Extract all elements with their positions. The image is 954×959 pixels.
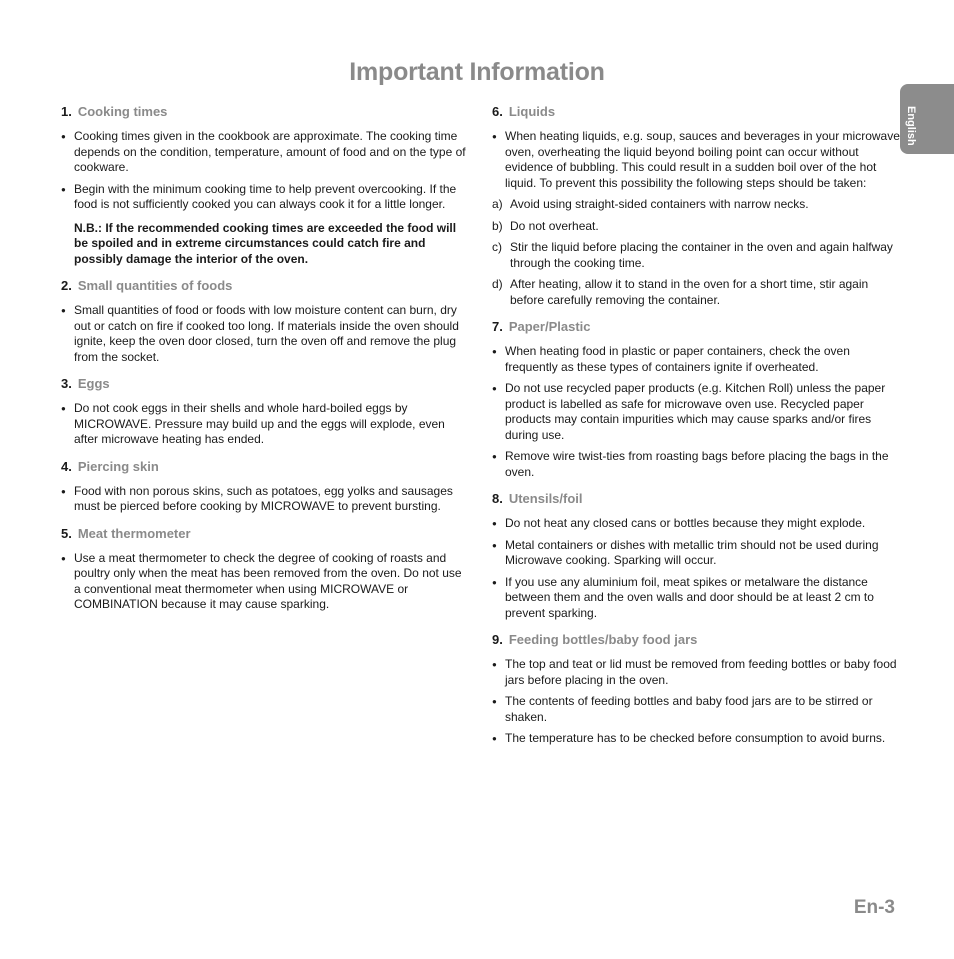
step-item: [492, 240, 902, 271]
step-label: d): [492, 277, 503, 291]
section-heading: [61, 376, 471, 392]
section-title: Meat thermometer: [77, 525, 191, 541]
section-meat-thermometer: [61, 526, 471, 613]
section-heading: [61, 526, 471, 542]
section-heading: [492, 491, 902, 507]
section-feeding-bottles: [492, 632, 902, 747]
section-number: 8.: [492, 491, 503, 506]
section-heading: [492, 632, 902, 648]
page-title: Important Information: [349, 58, 605, 86]
bullet-item: ● Do not use recycled paper products (e.g. Kitchen Roll) unless the paper product is labelled as safe for microwave oven use. Recycled paper products may contain impurities which may cause sparks and/or fires during use.: [492, 381, 902, 443]
section-title: Liquids: [508, 104, 556, 119]
section-heading: [61, 104, 471, 120]
section-title: Paper/Plastic: [508, 319, 591, 334]
section-number: 6.: [492, 104, 503, 119]
step-item: [492, 219, 902, 235]
step-label: c): [492, 240, 502, 254]
section-small-quantities: [61, 278, 471, 365]
section-number: 5.: [61, 525, 72, 541]
step-text: Avoid using straight-sided containers with narrow necks.: [510, 197, 809, 211]
bullet-item: ● Food with non porous skins, such as potatoes, egg yolks and sausages must be pierced before cooking by MICROWAVE to prevent bursting.: [61, 484, 471, 515]
step-text: Stir the liquid before placing the container in the oven and again halfway through the cooking time.: [510, 240, 893, 270]
bullet-item: ● Remove wire twist-ties from roasting bags before placing the bags in the oven.: [492, 449, 902, 480]
section-number: 2.: [61, 278, 72, 293]
section-title: Feeding bottles/baby food jars: [508, 632, 698, 647]
section-title: Eggs: [77, 376, 110, 391]
language-tab-label: English: [905, 106, 917, 146]
step-item: [492, 277, 902, 308]
warning-note: N.B.: If the recommended cooking times are exceeded the food will be spoiled and in extreme circumstances could catch fire and possibly damage the interior of the oven.: [74, 220, 457, 266]
section-title: Small quantities of foods: [77, 278, 233, 293]
section-piercing-skin: [61, 459, 471, 515]
section-number: 9.: [492, 632, 503, 647]
section-number: 7.: [492, 319, 503, 334]
bullet-item: ● Use a meat thermometer to check the degree of cooking of roasts and poultry only when the meat has been removed from the oven. Do not use a conventional meat thermometer when using MICROWAVE or COMBINATION because it may cause sparking.: [61, 551, 471, 613]
step-text: Do not overheat.: [510, 218, 599, 233]
bullet-item: ● When heating food in plastic or paper containers, check the oven frequently as these types of containers ignite if overheated.: [492, 344, 902, 375]
section-title: Cooking times: [77, 104, 168, 119]
bullet-item: ● If you use any aluminium foil, meat spikes or metalware the distance between them and the oven walls and door should be at least 2 cm to prevent sparking.: [492, 575, 902, 622]
bullet-item: ● Small quantities of food or foods with low moisture content can burn, dry out or catch on fire if cooked too long. If materials inside the oven should ignite, keep the oven door closed, turn the oven off and remove the plug from the socket.: [61, 303, 471, 365]
section-cooking-times: [61, 104, 471, 267]
bullet-item: ● Begin with the minimum cooking time to help prevent overcooking. If the food is not sufficiently cooked you can always cook it for a little longer.: [61, 182, 471, 213]
bullet-item: ● Metal containers or dishes with metallic trim should not be used during Microwave cooking. Sparking will occur.: [492, 538, 902, 569]
page-number: En-3: [853, 897, 895, 918]
section-eggs: [61, 376, 471, 448]
bullet-item: ● When heating liquids, e.g. soup, sauces and beverages in your microwave oven, overheating the liquid beyond boiling point can occur without evidence of bubbling. This could result in a sudden boil over of the hot liquid. To prevent this possibility the following steps should be taken:: [492, 129, 902, 191]
section-liquids: [492, 104, 902, 308]
bullet-item: ● Cooking times given in the cookbook are approximate. The cooking time depends on the condition, temperature, amount of food and on the type of cookware.: [61, 129, 471, 176]
bullet-item: ● Do not cook eggs in their shells and whole hard-boiled eggs by MICROWAVE. Pressure may build up and the eggs will explode, even after microwave heating has ended.: [61, 401, 471, 448]
section-heading: [61, 278, 471, 294]
section-heading: [492, 104, 902, 120]
section-number: 4.: [61, 458, 72, 474]
step-text: After heating, allow it to stand in the oven for a short time, stir again before carefully removing the container.: [510, 277, 869, 307]
section-title: Piercing skin: [77, 458, 159, 474]
language-tab: [900, 84, 954, 154]
right-column: [492, 104, 902, 758]
step-label: a): [492, 197, 503, 211]
section-paper-plastic: [492, 319, 902, 480]
left-column: [61, 104, 471, 624]
section-title: Utensils/foil: [508, 491, 583, 506]
section-number: 1.: [61, 104, 72, 119]
bullet-item: ● Do not heat any closed cans or bottles because they might explode.: [492, 516, 902, 532]
section-heading: [61, 459, 471, 475]
section-utensils-foil: [492, 491, 902, 621]
section-number: 3.: [61, 376, 72, 391]
step-label: b): [492, 218, 503, 233]
bullet-item: ● The temperature has to be checked before consumption to avoid burns.: [492, 731, 902, 747]
section-heading: [492, 319, 902, 335]
step-item: [492, 197, 902, 213]
bullet-item: ● The contents of feeding bottles and baby food jars are to be stirred or shaken.: [492, 694, 902, 725]
bullet-item: ● The top and teat or lid must be removed from feeding bottles or baby food jars before placing in the oven.: [492, 657, 902, 688]
